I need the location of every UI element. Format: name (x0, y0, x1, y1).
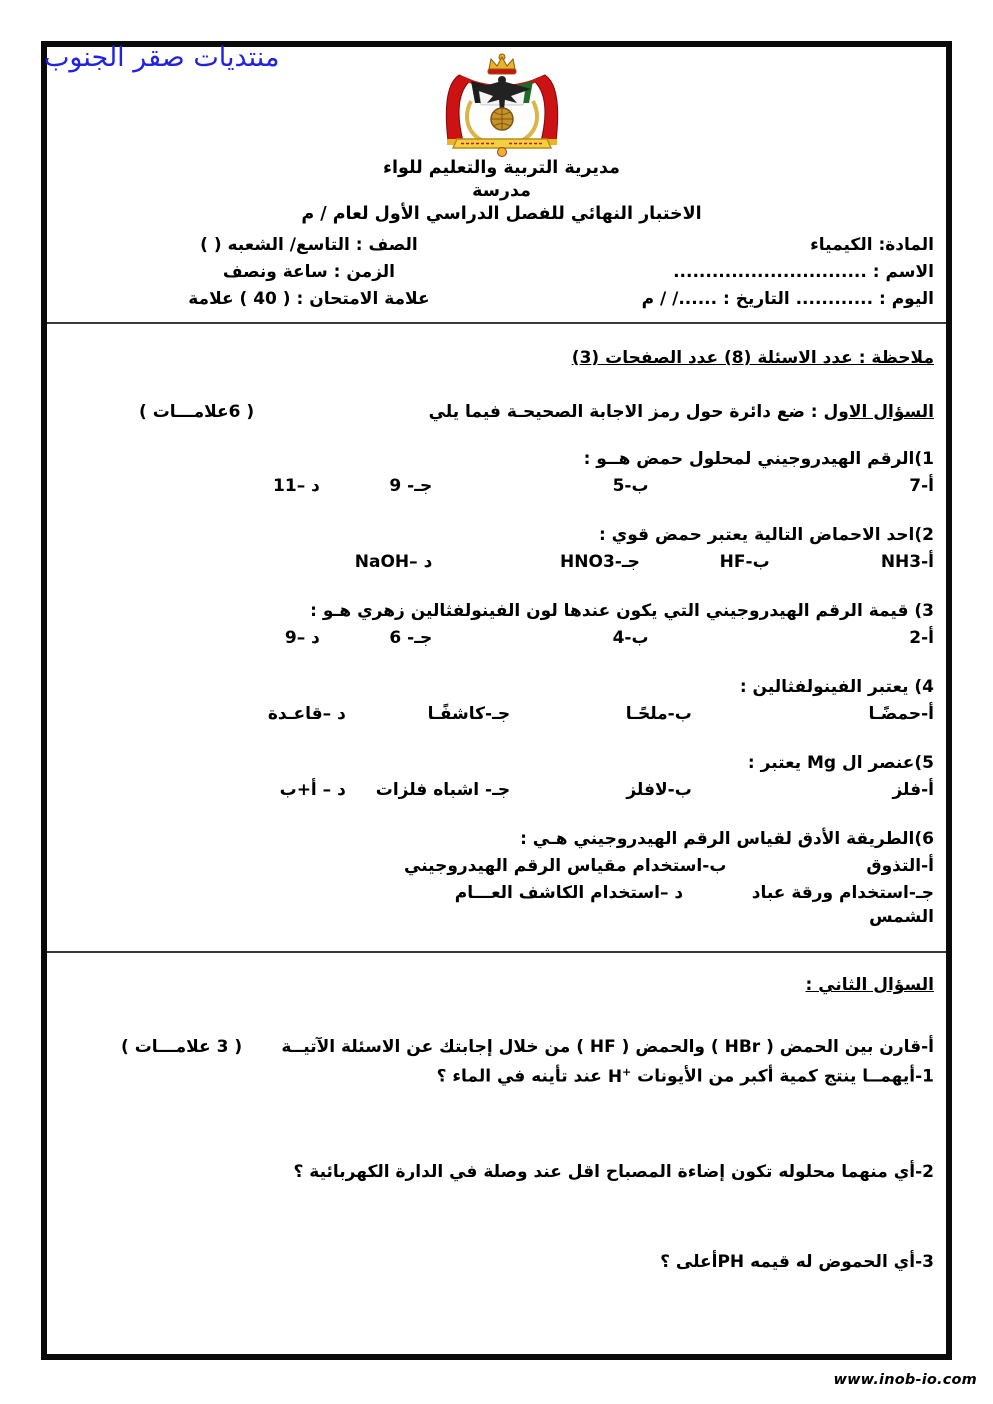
option-c: جـ- 6 (389, 628, 433, 648)
option-a: أ-حمضًـا (868, 704, 934, 724)
option-c: جـ-كاشفًـا (427, 704, 511, 724)
options-row (69, 474, 934, 498)
option-b: ب-استخدام مقياس الرقم الهيدروجيني (404, 856, 727, 876)
document-content (47, 47, 946, 1272)
section-separator (47, 951, 946, 953)
info-row-3 (69, 286, 934, 313)
student-name-field: الاسم : .............................. (673, 262, 934, 282)
subject-field: المادة: الكيمياء (810, 235, 934, 255)
forum-watermark: منتديات صقر الجنوب (44, 42, 280, 73)
option-c: جـ- 9 (389, 476, 433, 496)
info-row-1 (69, 232, 934, 259)
option-c: جـ- اشباه فلزات (375, 780, 511, 800)
option-c: جـ-استخدام ورقة عباد الشمس (751, 883, 934, 927)
option-d: د –11 (273, 476, 320, 496)
section-1-title: السؤال الاول : ضع دائرة حول رمز الاجابة الصحيحـة فيما يلي (428, 402, 934, 422)
option-a: أ-7 (909, 476, 934, 496)
exam-mark-field: علامة الامتحان : ( 40 ) علامة (188, 289, 430, 309)
question-text: 4) يعتبر الفينولفثالين : (739, 677, 934, 697)
exam-title: الاختبار النهائي للفصل الدراسي الأول لعام / م (301, 204, 702, 224)
question-2 (69, 523, 934, 574)
section-1-marks: ( 6علامـــات ) (139, 402, 255, 422)
day-date-field: اليوم : ............ التاريخ : ....../ / م (641, 289, 934, 309)
option-d: د –9 (284, 628, 320, 648)
question-text: 1)الرقم الهيدروجيني لمحلول حمض هــو : (583, 449, 934, 469)
question-5 (69, 751, 934, 802)
header-separator (47, 322, 946, 324)
option-d: د –NaOH (354, 552, 433, 572)
option-d: د –استخدام الكاشف العـــام (454, 883, 684, 903)
option-d: د – أ+ب (279, 780, 346, 800)
ph-formula: PH (717, 1251, 745, 1272)
sub-question-2: 2-أي منهما محلوله تكون إضاءة المصباح اقل عند وصلة في الدارة الكهربائية ؟ (293, 1161, 934, 1182)
options-row-1 (69, 854, 934, 878)
exam-info-block (69, 232, 934, 313)
info-row-2 (69, 259, 934, 286)
class-section-field: الصف : التاسع/ الشعبه ( ) (200, 235, 418, 255)
question-text: 6)الطريقة الأدق لقياس الرقم الهيدروجيني هـي : (520, 829, 934, 849)
section-2-intro-row (69, 1037, 934, 1057)
question-text: 5)عنصر ال Mg يعتبر : (747, 753, 934, 773)
option-b: ب-ملحًـا (625, 704, 692, 724)
options-row-2 (69, 881, 934, 929)
option-a: أ-NH3 (880, 552, 934, 572)
option-b: ب-4 (612, 628, 649, 648)
time-field: الزمن : ساعة ونصف (222, 262, 395, 282)
section-2-marks: ( 3 علامـــات ) (121, 1037, 243, 1057)
question-4 (69, 675, 934, 726)
options-row (69, 626, 934, 650)
option-b: ب-لافلز (626, 780, 692, 800)
option-c: جـ-HNO3 (560, 552, 640, 572)
h-plus-formula: H+ (607, 1065, 632, 1087)
sub-question-3: 3-أي الحموض له قيمه PHأعلى ؟ (660, 1251, 934, 1272)
note-line: ملاحظة : عدد الاسئلة (8) عدد الصفحات (3) (571, 348, 934, 368)
option-a: أ-2 (909, 628, 934, 648)
directorate-title: مديرية التربية والتعليم للواء (383, 158, 620, 178)
section-1-header (69, 402, 934, 422)
option-b: ب-5 (612, 476, 649, 496)
options-row (69, 702, 934, 726)
sub-question-1: 1-أيهمــا ينتج كمية أكبر من الأيونات H+ عند تأينه في الماء ؟ (436, 1065, 934, 1087)
compare-instruction: أ-قارن بين الحمض ( HBr ) والحمض ( HF ) من خلال إجابتك عن الاسئلة الآتيــة (281, 1037, 934, 1057)
options-row (69, 550, 934, 574)
document-border-frame (41, 41, 952, 1360)
option-a: أ-فلز (892, 780, 934, 800)
school-line: مدرسة (472, 181, 531, 201)
options-row (69, 778, 934, 802)
option-a: أ-التذوق (866, 856, 934, 876)
option-d: د –قاعـدة (267, 704, 346, 724)
section-2-title: السؤال الثاني : (805, 975, 934, 995)
question-3 (69, 599, 934, 650)
jordan-coat-of-arms-icon (427, 51, 577, 157)
question-6 (69, 827, 934, 929)
question-1 (69, 447, 934, 498)
option-b: ب-HF (719, 552, 770, 572)
question-text: 2)احد الاحماض التالية يعتبر حمض قوي : (598, 525, 934, 545)
footer-site-url: www.inob-io.com (833, 1372, 977, 1388)
question-text: 3) قيمة الرقم الهيدروجيني التي يكون عندها لون الفينولفثالين زهري هـو : (310, 601, 934, 621)
